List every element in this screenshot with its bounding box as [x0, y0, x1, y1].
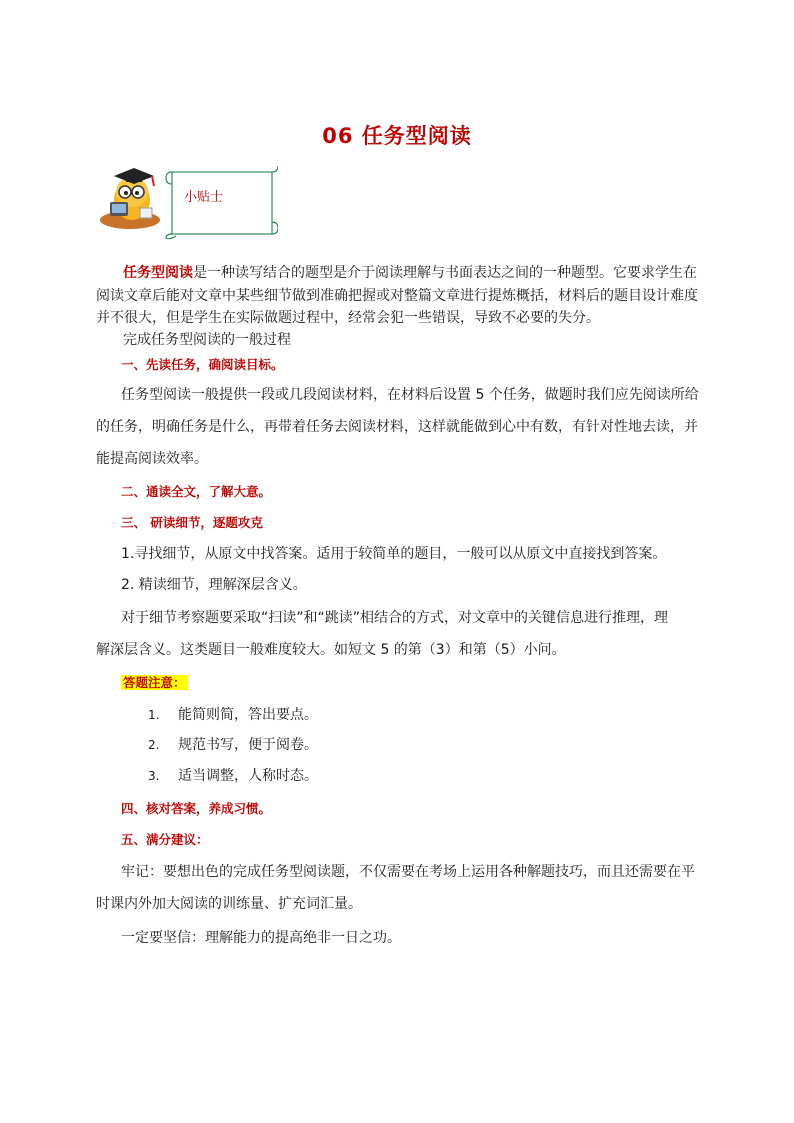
- section-3-item-2: 2. 精读细节，理解深层含义。: [121, 577, 307, 593]
- section-3-item-1: 1.寻找细节，从原文中找答案。适用于较简单的题目，一般可以从原文中直接找到答案。: [121, 546, 667, 562]
- intro-line-1: [123, 262, 697, 284]
- section-5-line-1: 牢记：要想出色的完成任务型阅读题，不仅需要在考场上运用各种解题技巧，而且还需要在平: [121, 864, 695, 880]
- section-3-line-2: 解深层含义。这类题目一般难度较大。如短文 5 的第（3）和第（5）小问。: [96, 642, 566, 658]
- notes-item-number: 2.: [148, 738, 160, 752]
- notes-item: [148, 734, 318, 756]
- notes-item-number: 1.: [148, 708, 160, 722]
- section-1-line-1: 任务型阅读一般提供一段或几段阅读材料，在材料后设置 5 个任务，做题时我们应先阅读所给: [121, 387, 699, 403]
- notes-item: [148, 704, 318, 726]
- notes-item-text: 适当调整，人称时态。: [178, 768, 318, 784]
- section-1-line-3: 能提高阅读效率。: [96, 451, 208, 467]
- section-5-heading: 五、满分建议：: [121, 832, 209, 847]
- intro-line-1-text: 是一种读写结合的题型是介于阅读理解与书面表达之间的一种题型。它要求学生在: [193, 265, 697, 281]
- notes-item-number: 3.: [148, 769, 160, 783]
- intro-line-4: 完成任务型阅读的一般过程: [123, 332, 291, 348]
- section-5-line-3: 一定要坚信：理解能力的提高绝非一日之功。: [121, 930, 401, 946]
- notes-item: [148, 765, 318, 787]
- notes-item-text: 规范书写，便于阅卷。: [178, 737, 318, 753]
- section-4-heading: 四、核对答案，养成习惯。: [121, 801, 272, 816]
- section-1-heading: 一、先读任务，确阅读目标。: [121, 357, 284, 372]
- page-title: 06 任务型阅读: [322, 124, 472, 148]
- intro-line-2: 阅读文章后能对文章中某些细节做到准确把握或对整篇文章进行提炼概括，材料后的题目设计难度: [96, 288, 698, 304]
- section-3-heading: 三、 研读细节，逐题攻克: [121, 515, 263, 530]
- section-3-line-1: 对于细节考察题要采取“扫读”和“跳读”相结合的方式，对文章中的关键信息进行推理，理: [121, 610, 669, 626]
- mascot-graduate-illustration: [100, 162, 166, 232]
- intro-line-3: 并不很大，但是学生在实际做题过程中，经常会犯一些错误，导致不必要的失分。: [96, 310, 600, 326]
- notes-item-text: 能简则简，答出要点。: [178, 707, 318, 723]
- tip-label: 小贴士: [184, 190, 224, 205]
- section-5-line-2: 时课内外加大阅读的训练量、扩充词汇量。: [96, 896, 362, 912]
- notes-heading-wrap: [121, 672, 188, 694]
- section-1-line-2: 的任务，明确任务是什么，再带着任务去阅读材料，这样就能做到心中有数，有针对性地去读，并: [96, 419, 698, 435]
- notes-heading: 答题注意：: [123, 675, 186, 690]
- section-2-heading: 二、通读全文，了解大意。: [121, 484, 272, 499]
- intro-keyword: 任务型阅读: [123, 265, 193, 281]
